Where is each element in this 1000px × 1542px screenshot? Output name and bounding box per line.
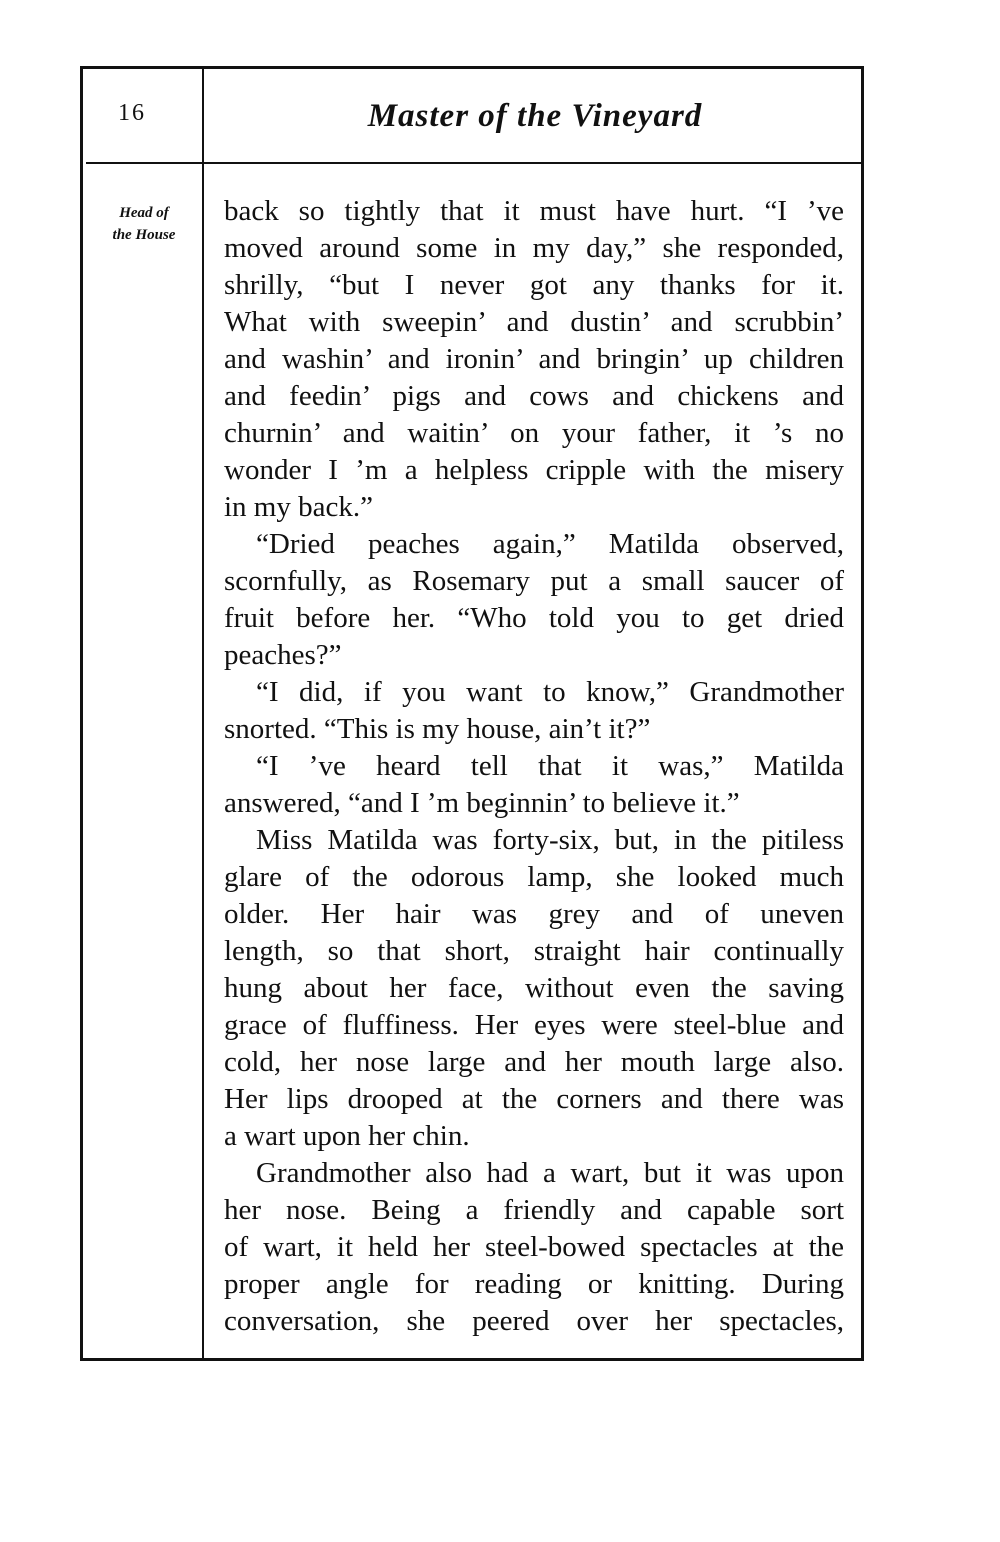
text-line: churnin’ and waitin’ on your father, it ’s no	[224, 417, 844, 449]
text-line: a wart upon her chin.	[224, 1120, 470, 1152]
text-line: proper angle for reading or knitting. During	[224, 1268, 844, 1300]
text-line: hung about her face, without even the saving	[224, 972, 844, 1004]
text-line: and washin’ and ironin’ and bringin’ up children	[224, 343, 844, 375]
text-line: peaches?”	[224, 639, 342, 671]
text-line: back so tightly that it must have hurt. “I ’ve	[224, 195, 844, 227]
text-line: grace of fluffiness. Her eyes were steel-blue and	[224, 1009, 844, 1041]
header-divider	[86, 162, 864, 164]
page-number: 16	[118, 100, 146, 126]
margin-divider	[202, 66, 204, 1361]
text-line: snorted. “This is my house, ain’t it?”	[224, 713, 651, 745]
text-line: and feedin’ pigs and cows and chickens and	[224, 380, 844, 412]
text-line: conversation, she peered over her spectacles,	[224, 1305, 844, 1337]
text-line: fruit before her. “Who told you to get dried	[224, 602, 844, 634]
text-line: “I ’ve heard tell that it was,” Matilda	[256, 750, 844, 782]
text-line: Grandmother also had a wart, but it was upon	[256, 1157, 844, 1189]
text-line: “I did, if you want to know,” Grandmother	[256, 676, 844, 708]
margin-note-line: the House	[112, 227, 176, 243]
text-line: in my back.”	[224, 491, 373, 523]
text-line: length, so that short, straight hair continually	[224, 935, 844, 967]
text-line: scornfully, as Rosemary put a small saucer of	[224, 565, 844, 597]
body-text	[224, 193, 844, 1340]
margin-note	[88, 202, 200, 246]
text-line: cold, her nose large and her mouth large also.	[224, 1046, 844, 1078]
text-line: “Dried peaches again,” Matilda observed,	[256, 528, 844, 560]
text-line: answered, “and I ’m beginnin’ to believe it.”	[224, 787, 740, 819]
text-line: shrilly, “but I never got any thanks for it.	[224, 269, 844, 301]
running-title: Master of the Vineyard	[367, 98, 703, 134]
text-line: moved around some in my day,” she responded,	[224, 232, 844, 264]
text-line: Miss Matilda was forty-six, but, in the pitiless	[256, 824, 844, 856]
text-line: older. Her hair was grey and of uneven	[224, 898, 844, 930]
text-line: her nose. Being a friendly and capable sort	[224, 1194, 844, 1226]
margin-note-line: Head of	[119, 205, 169, 221]
text-line: wonder I ’m a helpless cripple with the misery	[224, 454, 844, 486]
text-line: What with sweepin’ and dustin’ and scrubbin’	[224, 306, 844, 338]
text-line: Her lips drooped at the corners and there was	[224, 1083, 844, 1115]
text-line: of wart, it held her steel-bowed spectacles at the	[224, 1231, 844, 1263]
text-line: glare of the odorous lamp, she looked much	[224, 861, 844, 893]
